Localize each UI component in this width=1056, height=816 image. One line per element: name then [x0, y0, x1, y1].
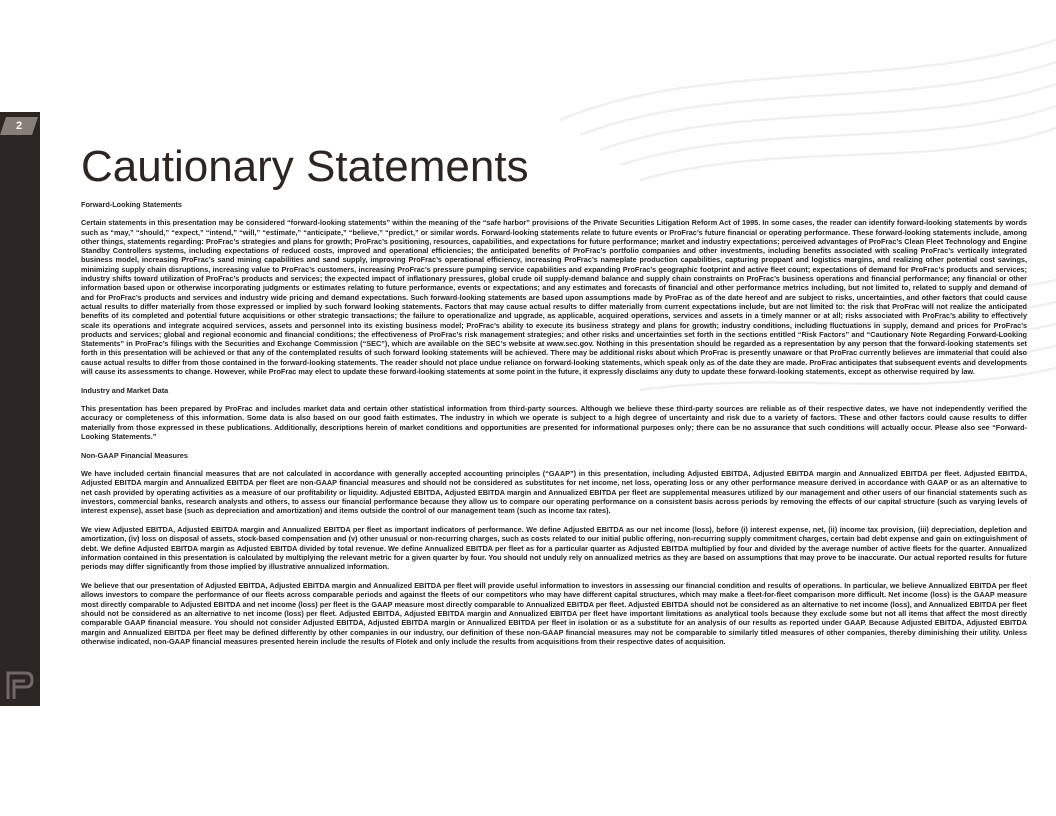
section-heading-non-gaap: Non-GAAP Financial Measures	[81, 450, 188, 460]
section-heading-forward-looking: Forward-Looking Statements	[81, 200, 182, 209]
cautionary-content	[81, 200, 1027, 656]
forward-looking-paragraph: Certain statements in this presentation may be considered “forward-looking statements” within the meaning of the “safe harbor” provisions of the Private Securities Litigation Reform Act of 1995. In some cases, the reader can identify forward-looking statements by words such as “may,” “should,” “expect,” “intend,” “will,” “estimate,” “anticipate,” “believe,” “predict,” or similar words. Forward-looking statements relate to future events or ProFrac’s future financial or operating performance. These forward-looking statements include, among other things, statements regarding: ProFrac’s strategies and plans for growth; ProFrac’s positioning, resources, capabilities, and expectations for future performance; market and industry expectations; perceived advantages of ProFrac’s Clean Fleet Technology and Engine Standby Controllers systems, including expectations of reduced costs, improved and operational efficiencies; the anticipated benefits of ProFrac’s portfolio companies and other investments, including benefits associated with scaling ProFrac’s vertically integrated business model, increasing ProFrac’s sand mining capabilities and sand supply, improving ProFrac’s operational efficiency, increasing ProFrac’s nameplate production capabilities, capturing proppant and logistics margins, and realizing other potential cost savings, minimizing supply chain disruptions, increasing value to ProFrac’s customers, increasing ProFrac’s pressure pumping service capabilities and expanding ProFrac’s geographic footprint and active fleet count; expectations of demand for ProFrac’s products and services; industry shifts toward utilization of ProFrac’s products and services; the expected impact of inflationary pressures, global crude oil supply-demand balance and supply chain constraints on ProFrac’s business operations and financial performance; any financial or other information based upon or otherwise incorporating judgments or estimates relating to future performance, events or expectations; and any estimates and forecasts of financial and other performance metrics including, but not limited to, related to supply and demand of and for ProFrac’s products and services and industry wide pricing and demand expectations. Such forward-looking statements are based upon assumptions made by ProFrac as of the date hereof and are subject to risks, uncertainties, and other factors that could cause actual results to differ materially from those expressed or implied by such forward looking statements. Factors that may cause actual results to differ materially from current expectations include, but are not limited to: the risk that ProFrac will not realize the anticipated benefits of its completed and potential future acquisitions or other strategic transactions; the failure to operationalize and upgrade, as applicable, acquired operations, services and assets in a timely manner or at all; risks associated with ProFrac’s ability to effectively scale its operations and integrate acquired services, assets and personnel into its existing business model; ProFrac’s ability to execute its business strategy and plans for growth; industry conditions, including fluctuations in supply, demand and prices for ProFrac’s products and services; global and regional economic and financial conditions; the effectiveness of ProFrac’s risk management strategies; and other risks and uncertainties set forth in the sections entitled “Risk Factors” and “Cautionary Note Regarding Forward-Looking Statements” in ProFrac’s filings with the Securities and Exchange Commission (“SEC”), which are available on the SEC’s website at www.sec.gov. Nothing in this presentation should be regarded as a representation by any person that the forward-looking statements set forth in this presentation will be achieved or that any of the contemplated results of such forward looking statements will be achieved. There may be additional risks about which ProFrac is presently unaware or that ProFrac currently believes are immaterial that could also cause actual results to differ from those contained in the forward-looking statements. The reader should not place undue reliance on forward-looking statements, which speak only as of the date they are made. ProFrac anticipates that subsequent events and developments will cause its assessments to change. However, while ProFrac may elect to update these forward-looking statements at some point in the future, it expressly disclaims any duty to update these forward-looking statements, except as otherwise required by law.	[81, 218, 1027, 377]
section-heading-industry-market: Industry and Market Data	[81, 385, 169, 395]
non-gaap-paragraph-3: We believe that our presentation of Adjusted EBITDA, Adjusted EBITDA margin and Annualized EBITDA per fleet will provide useful information to investors in assessing our financial condition and results of operations. In particular, we believe Annualized EBITDA per fleet allows investors to compare the performance of our fleets across comparable periods and against the fleets of our competitors who may have different capital structures, which may make a fleet-for-fleet comparison more difficult. Net income (loss) is the GAAP measure most directly comparable to Adjusted EBITDA and net income (loss) per fleet is the GAAP measure most directly comparable to Annualized EBITDA per fleet. Adjusted EBITDA should not be considered as an alternative to net income (loss), and Annualized EBITDA per fleet should not be considered as an alternative to net income (loss) per fleet. Adjusted EBITDA, Adjusted EBITDA margin and Annualized EBITDA per fleet have important limitations as analytical tools because they exclude some but not all items that affect the most directly comparable GAAP financial measure. You should not consider Adjusted EBITDA, Adjusted EBITDA margin or Annualized EBITDA per fleet in isolation or as a substitute for an analysis of our results as reported under GAAP. Because Adjusted EBITDA, Adjusted EBITDA margin and Annualized EBITDA per fleet may be defined differently by other companies in our industry, our definition of these non-GAAP financial measures may not be comparable to similarly titled measures of other companies, thereby diminishing their utility. Unless otherwise indicated, non-GAAP financial measures presented herein include the results of Flotek and only include the results from acquisitions from their respective dates of acquisition.	[81, 581, 1027, 646]
left-sidebar-bar	[0, 112, 40, 706]
profrac-logo-icon	[4, 669, 36, 701]
page-number-tab	[0, 117, 38, 135]
non-gaap-paragraph-1: We have included certain financial measures that are not calculated in accordance with generally accepted accounting principles (“GAAP”) in this presentation, including Adjusted EBITDA, Adjusted EBITDA margin and Annualized EBITDA per fleet. Adjusted EBITDA, Adjusted EBITDA margin and Annualized EBITDA per fleet are non-GAAP financial measures and should not be considered as substitutes for net income, net loss, operating loss or any other performance measure derived in accordance with GAAP or as an alternative to net cash provided by operating activities as a measure of our profitability or liquidity. Adjusted EBITDA, Adjusted EBITDA margin and Annualized EBITDA per fleet are supplemental measures utilized by our management and other users of our financial statements such as investors, commercial banks, research analysts and others, to assess our financial performance because they allow us to compare our operating performance on a consistent basis across periods by removing the effects of our capital structure (such as varying levels of interest expense), asset base (such as depreciation and amortization) and items outside the control of our management team (such as income tax rates).	[81, 469, 1027, 516]
non-gaap-paragraph-2: We view Adjusted EBITDA, Adjusted EBITDA margin and Annualized EBITDA per fleet as important indicators of performance. We define Adjusted EBITDA as our net income (loss), before (i) interest expense, net, (ii) income tax provision, (iii) depreciation, depletion and amortization, (iv) loss on disposal of assets, stock-based compensation and (v) other unusual or non-recurring charges, such as costs related to our initial public offering, non-recurring supply commitment charges, certain bad debt expense and gain on extinguishment of debt. We define Adjusted EBITDA margin as Adjusted EBITDA divided by total revenue. We define Annualized EBITDA per fleet as for a particular quarter as Adjusted EBITDA multiplied by four and divided by the average number of active fleets for the quarter. Annualized information contained in this presentation is calculated by multiplying the relevant metric for a given quarter by four. You should not unduly rely on annualized metrics as they are based on assumptions that may prove to be inaccurate. Our actual reported results for future periods may differ significantly from those implied by illustrative annualized information.	[81, 525, 1027, 572]
industry-market-paragraph: This presentation has been prepared by ProFrac and includes market data and certain other statistical information from third-party sources. Although we believe these third-party sources are reliable as of their respective dates, we have not independently verified the accuracy or completeness of this information. Some data is also based on our good faith estimates. The industry in which we operate is subject to a high degree of uncertainty and risk due to a variety of factors. These and other factors could cause results to differ materially from those expressed in these publications. Additionally, descriptions herein of market conditions and opportunities are presented for informational purposes only; there can be no assurance that such conditions will actually occur. Please also see “Forward-Looking Statements.”	[81, 404, 1027, 442]
page-number: 2	[15, 120, 23, 132]
page-title: Cautionary Statements	[81, 142, 529, 191]
